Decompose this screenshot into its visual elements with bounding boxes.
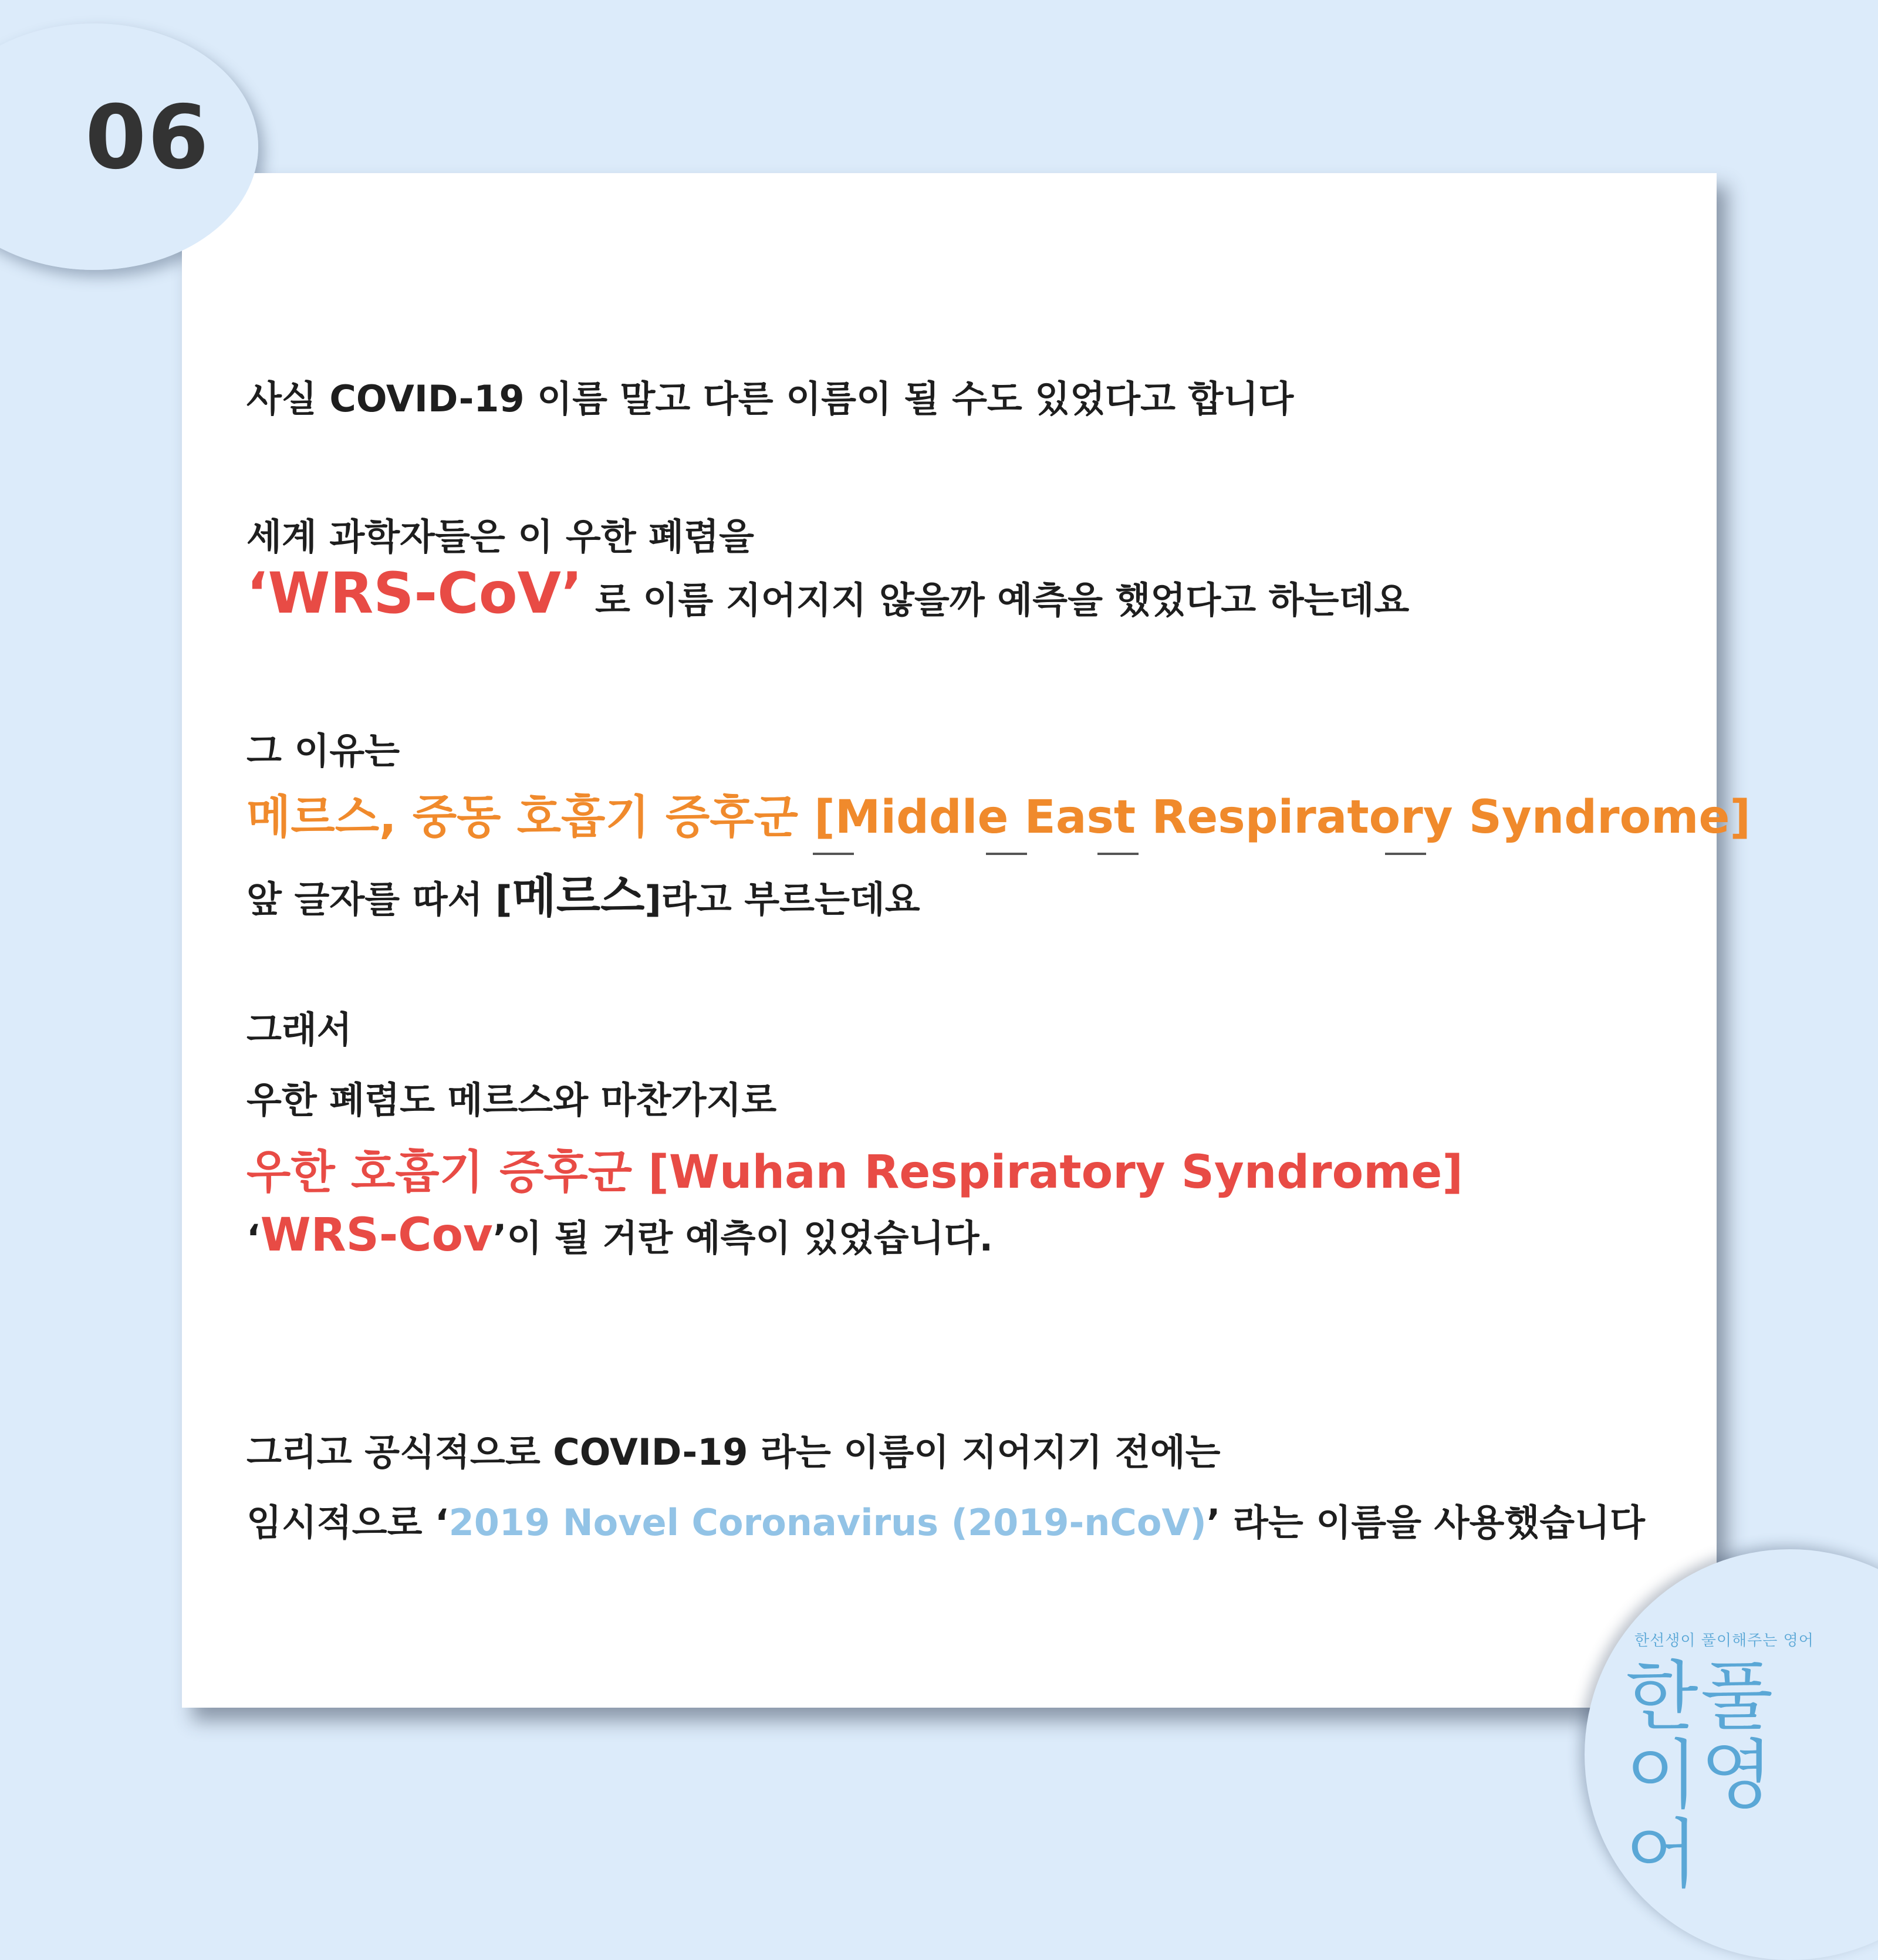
paragraph-5-prefix: 임시적으로 ‘ [246,1501,449,1544]
ncov-highlight: 2019 Novel Coronavirus (2019-nCoV) [448,1501,1207,1544]
paragraph-3-suffix: ]라고 부르는데요 [644,878,920,921]
paragraph-5-line-1: 그리고 공식적으로 COVID-19 라는 이름이 지어지기 전에는 [246,1431,1221,1474]
wrs-cov-highlight: ‘WRS-CoV’ [246,560,583,626]
mers-word: 메르스 [512,870,645,923]
paragraph-1: 사실 COVID-19 이름 말고 다른 이름이 될 수도 있었다고 합니다 [246,377,1294,420]
underline-s [1385,853,1426,855]
paragraph-4-line-2: 우한 폐렴도 메르스와 마찬가지로 [246,1079,777,1121]
logo-title: 한풀이영어 [1626,1653,1776,1898]
wrs-cov-second: WRS-Cov [260,1209,493,1262]
wuhan-highlight: 우한 호흡기 증후군 [Wuhan Respiratory Syndrome] [246,1146,1463,1199]
paragraph-3-line-1: 그 이유는 [246,729,400,772]
paragraph-2-line-2 [246,560,1409,626]
underline-e [986,853,1027,855]
paragraph-2-line-1: 세계 과학자들은 이 우한 폐렴을 [246,515,754,558]
paragraph-4-line-1: 그래서 [246,1008,352,1051]
paragraph-5-line-2 [246,1493,1645,1546]
paragraph-5-suffix: ’ 라는 이름을 사용했습니다 [1206,1501,1645,1544]
logo-subtitle: 한선생이 풀이해주는 영어 [1634,1632,1814,1650]
underline-r [1097,853,1139,855]
mers-highlight: 메르스, 중동 호흡기 증후군 [Middle East Respiratory Syndrome] [246,791,1751,844]
underline-m [813,853,854,855]
paragraph-3-line-3 [246,860,920,925]
paragraph-4-suffix: ’이 될 거란 예측이 있었습니다. [492,1216,994,1259]
paragraph-3-prefix: 앞 글자를 따서 [ [246,878,512,921]
paragraph-2-rest: 로 이름 지어지지 않을까 예측을 했었다고 하는데요 [582,579,1410,621]
page-number: 06 [85,87,210,189]
paragraph-4-line-4 [246,1209,993,1262]
quote-open: ‘ [246,1216,261,1259]
